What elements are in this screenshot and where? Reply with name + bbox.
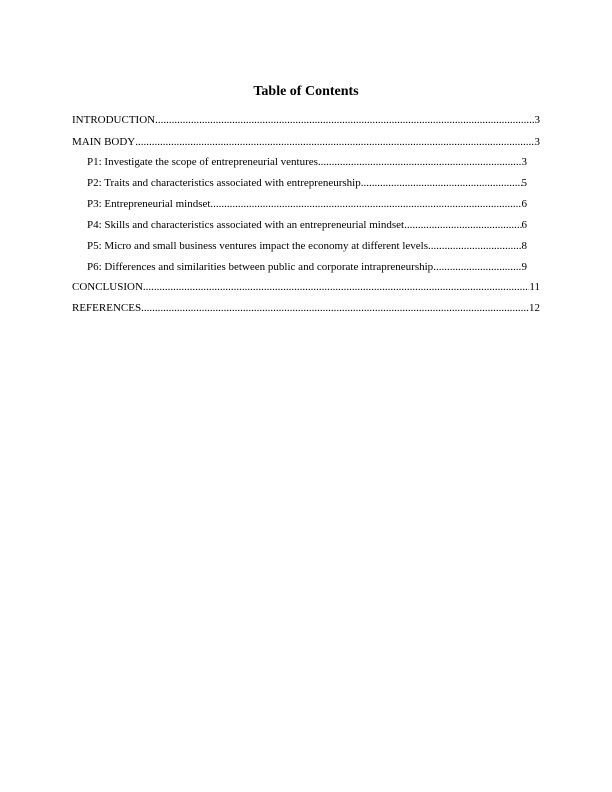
toc-entry-p1[interactable] [87, 155, 527, 169]
toc-page-number: 3 [521, 156, 527, 168]
toc-page-number: 11 [529, 281, 540, 293]
toc-entry-text: P6: Differences and similarities between public and corporate intrapreneurship [87, 261, 434, 273]
toc-entry-references[interactable] [72, 301, 540, 315]
toc-entry-text: CONCLUSION [72, 281, 143, 293]
toc-entry-text: REFERENCES [72, 302, 142, 314]
toc-entry-text: P2: Traits and characteristics associated with entrepreneurship [87, 177, 361, 189]
toc-page-number: 6 [521, 219, 527, 231]
toc-title: Table of Contents [253, 84, 359, 99]
toc-page-number: 12 [529, 302, 540, 314]
toc-dot-leader [210, 197, 521, 211]
toc-dot-leader [135, 135, 534, 149]
toc-dot-leader [428, 239, 521, 253]
toc-page-number: 9 [521, 261, 527, 273]
toc-entry-p2[interactable] [87, 176, 527, 190]
toc-entry-text: P4: Skills and characteristics associated with an entrepreneurial mindset [87, 219, 405, 231]
toc-dot-leader [143, 280, 530, 294]
toc-dot-leader [361, 176, 522, 190]
toc-entry-conclusion[interactable] [72, 280, 540, 294]
toc-entry-p3[interactable] [87, 197, 527, 211]
toc-page-number: 5 [521, 177, 527, 189]
toc-entry-p5[interactable] [87, 239, 527, 253]
toc-dot-leader [155, 113, 534, 127]
toc-page-number: 3 [534, 136, 540, 148]
toc-page-number: 8 [521, 240, 527, 252]
toc-page-number: 3 [534, 114, 540, 126]
toc-entry-p4[interactable] [87, 218, 527, 232]
toc-entry-introduction[interactable] [72, 113, 540, 127]
toc-dot-leader [141, 301, 529, 315]
toc-entry-text: INTRODUCTION [72, 114, 156, 126]
toc-entry-main-body[interactable] [72, 135, 540, 149]
toc-dot-leader [404, 218, 521, 232]
toc-entry-text: P3: Entrepreneurial mindset [87, 198, 211, 210]
toc-dot-leader [433, 260, 521, 274]
toc-entry-text: P1: Investigate the scope of entrepreneurial ventures [87, 156, 318, 168]
toc-entry-p6[interactable] [87, 260, 527, 274]
toc-dot-leader [318, 155, 522, 169]
toc-page-number: 6 [521, 198, 527, 210]
toc-entry-text: P5: Micro and small business ventures impact the economy at different levels [87, 240, 429, 252]
toc-entry-text: MAIN BODY [72, 136, 136, 148]
